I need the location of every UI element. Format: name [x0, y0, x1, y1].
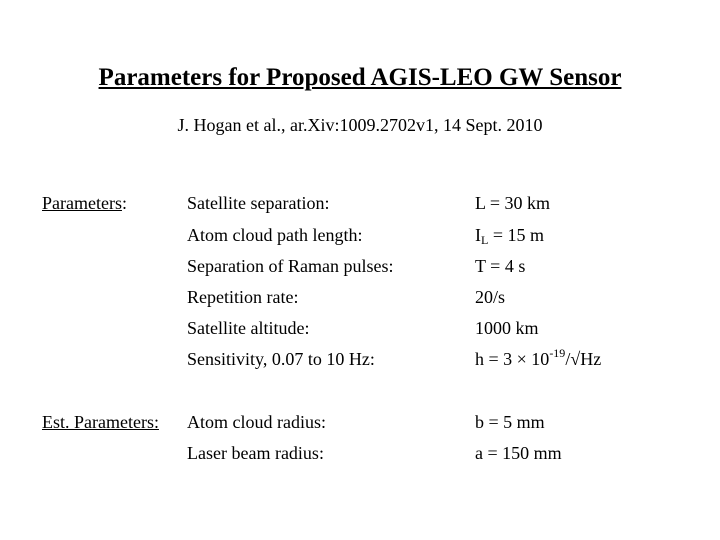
value-main: I — [475, 225, 481, 245]
param-value-satellite-separation: L = 30 km — [475, 193, 550, 213]
param-label-repetition-rate: Repetition rate: — [187, 287, 299, 307]
parameters-label-colon: : — [121, 193, 127, 213]
param-label-sensitivity: Sensitivity, 0.07 to 10 Hz: — [187, 349, 375, 369]
est-value-laser-beam-radius: a = 150 mm — [475, 443, 562, 463]
param-value-satellite-altitude: 1000 km — [475, 318, 539, 338]
value-rest: = 15 m — [488, 225, 544, 245]
est-label-atom-cloud-radius: Atom cloud radius: — [187, 412, 326, 432]
param-label-satellite-separation: Satellite separation: — [187, 193, 330, 213]
page-title: Parameters for Proposed AGIS-LEO GW Sensor — [98, 64, 622, 91]
est-parameters-label-text: Est. Parameters: — [42, 412, 159, 432]
param-label-atom-cloud-path-length: Atom cloud path length: — [187, 225, 363, 245]
param-value-atom-cloud-path-length — [475, 225, 544, 246]
citation-subtitle: J. Hogan et al., ar.Xiv:1009.2702v1, 14 Sept. 2010 — [177, 115, 543, 135]
param-value-sensitivity — [475, 346, 602, 370]
value-superscript: -19 — [549, 346, 566, 360]
parameters-label-text: Parameters — [42, 193, 122, 213]
param-value-repetition-rate: 20/s — [475, 287, 506, 307]
param-label-raman-pulse-separation: Separation of Raman pulses: — [187, 256, 394, 276]
parameters-section-label — [42, 193, 127, 214]
value-subscript: L — [481, 233, 489, 247]
est-parameters-section-label — [42, 412, 159, 433]
est-value-atom-cloud-radius: b = 5 mm — [475, 412, 545, 432]
value-main: h = 3 × 10 — [475, 349, 550, 369]
param-label-satellite-altitude: Satellite altitude: — [187, 318, 310, 338]
est-label-laser-beam-radius: Laser beam radius: — [187, 443, 324, 463]
param-value-raman-pulse-separation: T = 4 s — [475, 256, 526, 276]
value-rest: /√Hz — [565, 349, 602, 369]
